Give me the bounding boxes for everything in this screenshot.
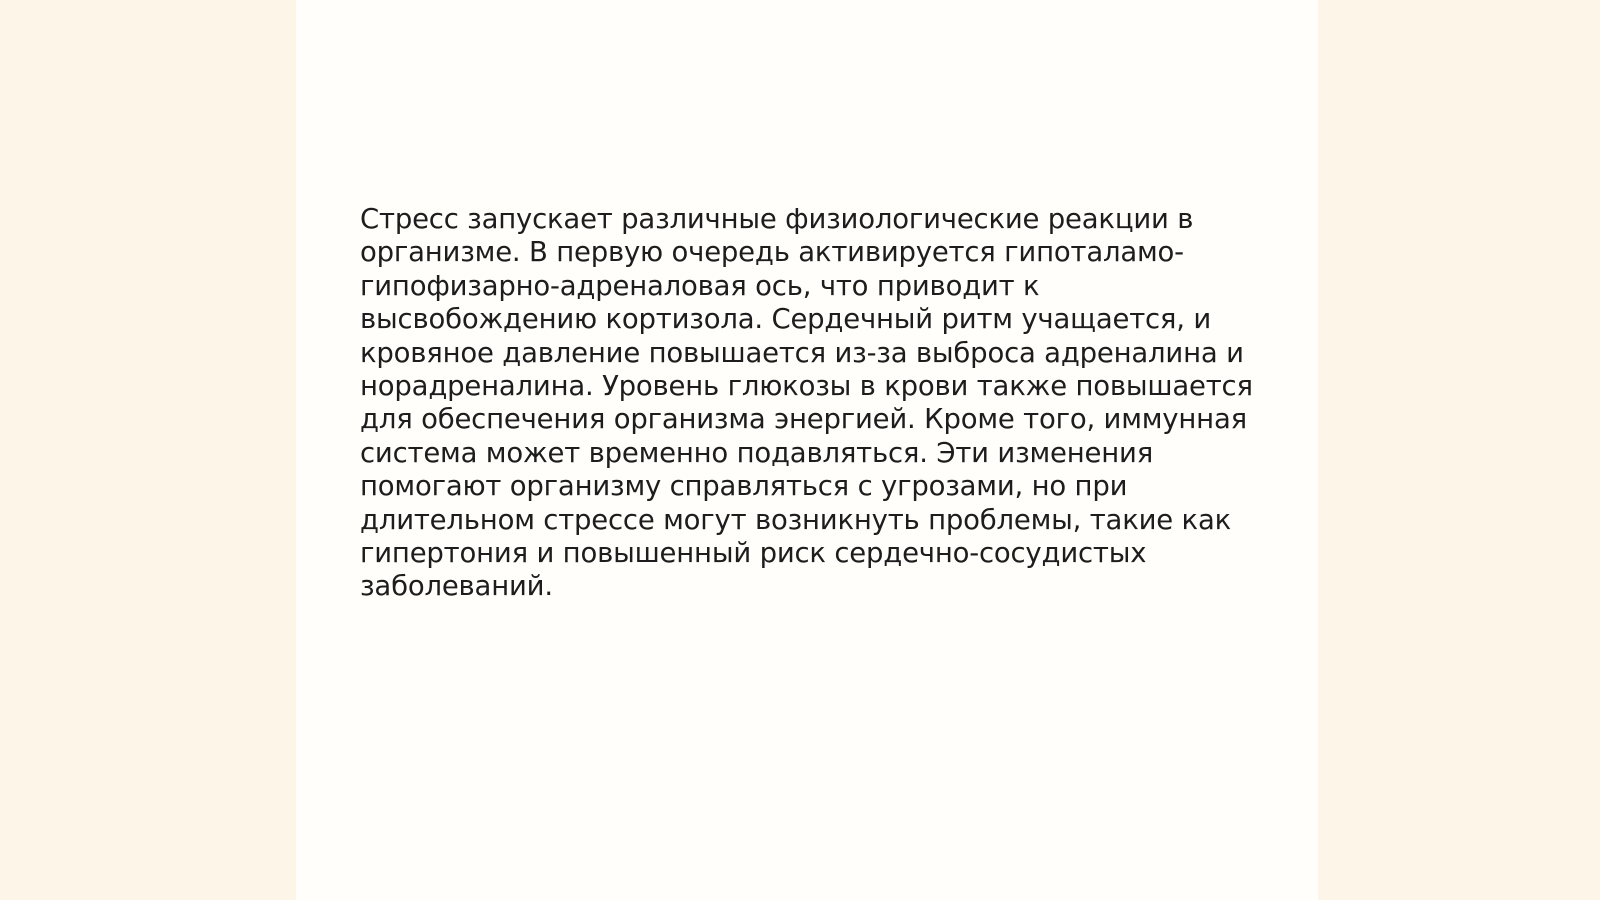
paragraph-line-8: система может временно подавляться. Эти изменения — [360, 436, 1154, 469]
paragraph-line-5: кровяное давление повышается из-за выброса адреналина и — [360, 336, 1244, 369]
paragraph-line-6: норадреналина. Уровень глюкозы в крови также повышается — [360, 370, 1253, 403]
paragraph-line-3: гипофизарно-адреналовая ось, что приводит к — [360, 269, 1040, 302]
document-page — [296, 0, 1318, 900]
paragraph-line-1: Стресс запускает различные физиологические реакции в — [360, 203, 1194, 235]
paragraph-line-10: длительном стрессе могут возникнуть проблемы, такие как — [360, 503, 1232, 536]
paragraph-line-9: помогают организму справляться с угрозами, но при — [360, 470, 1128, 503]
paragraph-line-11: гипертония и повышенный риск сердечно-сосудистых — [360, 537, 1147, 570]
paragraph-line-2: организме. В первую очередь активируется гипоталамо- — [360, 236, 1184, 269]
paragraph-line-12: заболеваний. — [360, 570, 553, 603]
paragraph-line-7: для обеспечения организма энергией. Кроме того, иммунная — [360, 403, 1247, 436]
body-paragraph — [360, 203, 1253, 604]
paragraph-line-4: высвобождению кортизола. Сердечный ритм учащается, и — [360, 303, 1212, 336]
